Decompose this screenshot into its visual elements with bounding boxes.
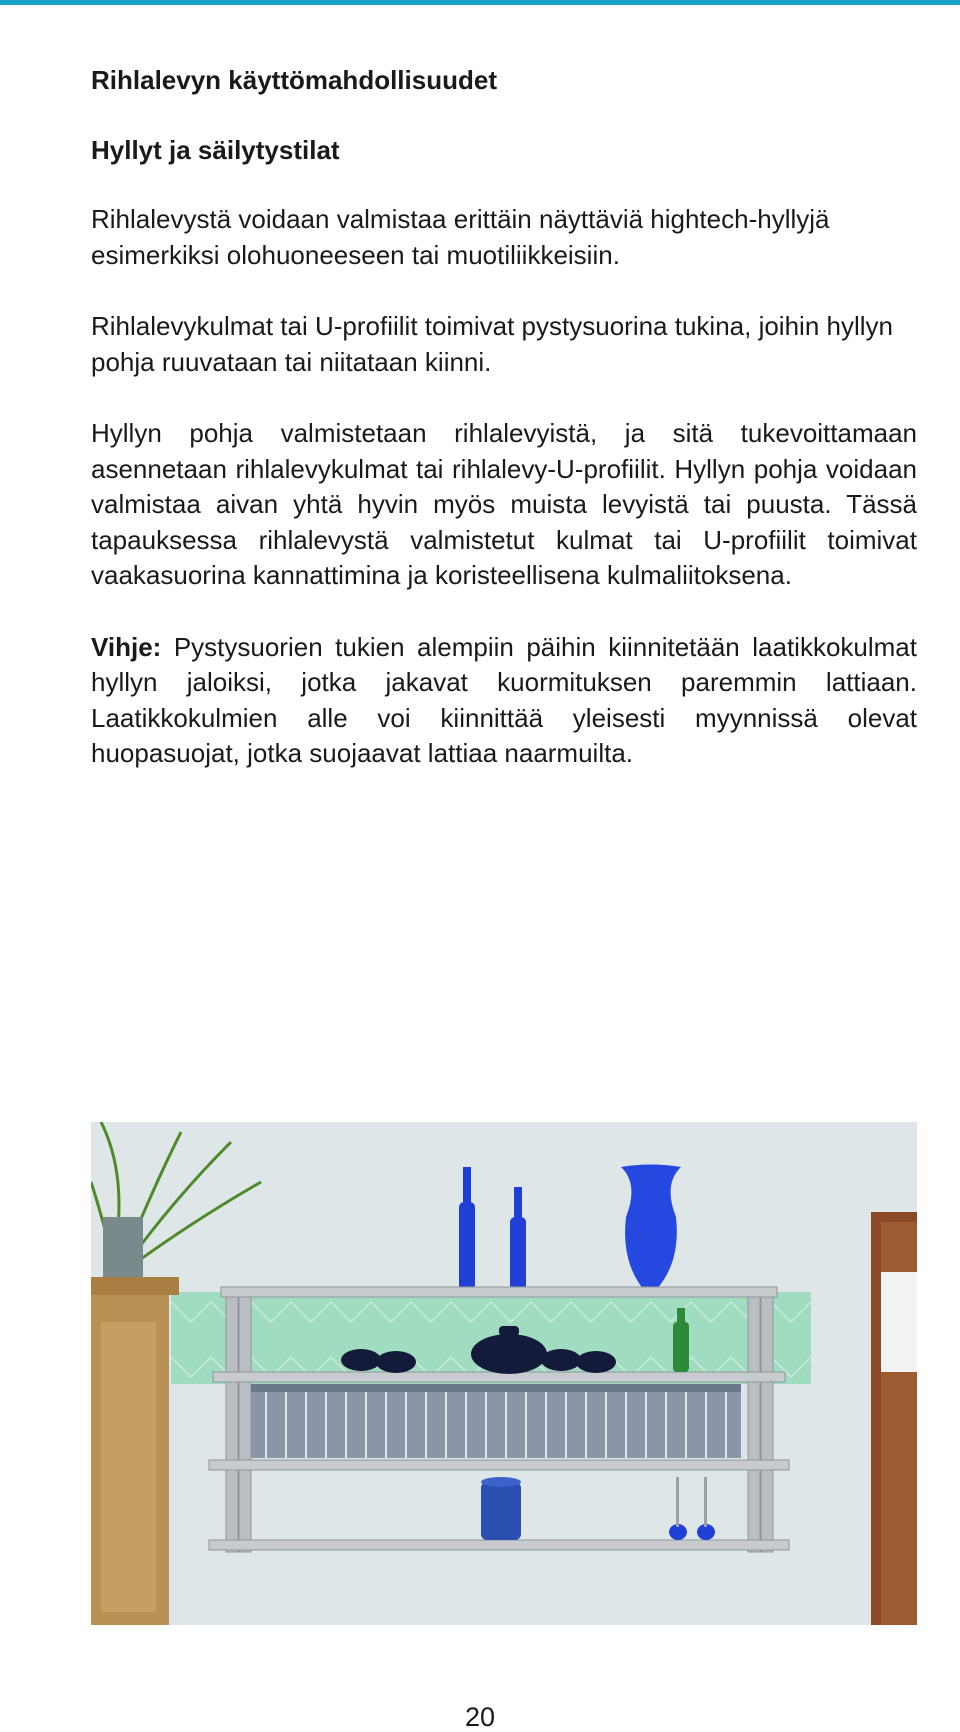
paragraph-3: Hyllyn pohja valmistetaan rihlalevyistä, ja sitä tukevoittamaan asennetaan rihlalevykulmat tai rihlalevy-U-profiilit. Hyllyn pohja voidaan valmistaa aivan yhtä hyvin myös muista levyistä tai puusta. Tässä tapauksessa rihlalevystä valmistetut kulmat tai U-profiilit toimivat vaakasuorina kannattimina ja koristeellisena kulmaliitoksena. — [91, 418, 917, 590]
tip-label: Vihje: — [91, 631, 162, 662]
shelf-photo-illustration — [91, 1122, 917, 1625]
tip-text: Pystysuorien tukien alempiin päihin kiinnitetään laatikkokulmat hyllyn jaloiksi, jotka jakavat kuormituksen paremmin lattiaan. Laatikkokulmien alle voi kiinnittää yleisesti myynnissä olevat huopasuojat, jotka suojaavat lattiaa naarmuilta. — [91, 631, 917, 768]
shelf-photo — [91, 1122, 917, 1625]
section-title: Hyllyt ja säilytystilat — [91, 135, 340, 165]
paragraph-2: Rihlalevykulmat tai U-profiilit toimivat pystysuorina tukina, joihin hyllyn pohja ruuvataan tai niitataan kiinni. — [91, 311, 893, 377]
page-title: Rihlalevyn käyttömahdollisuudet — [91, 65, 497, 95]
paragraph-1: Rihlalevystä voidaan valmistaa erittäin näyttäviä hightech-hyllyjä esimerkiksi olohuoneeseen tai muotiliikkeisiin. — [91, 204, 830, 270]
page-content — [91, 62, 917, 808]
tip-paragraph — [91, 630, 917, 772]
top-accent-rule — [0, 0, 960, 5]
page-number: 20 — [464, 1702, 496, 1732]
